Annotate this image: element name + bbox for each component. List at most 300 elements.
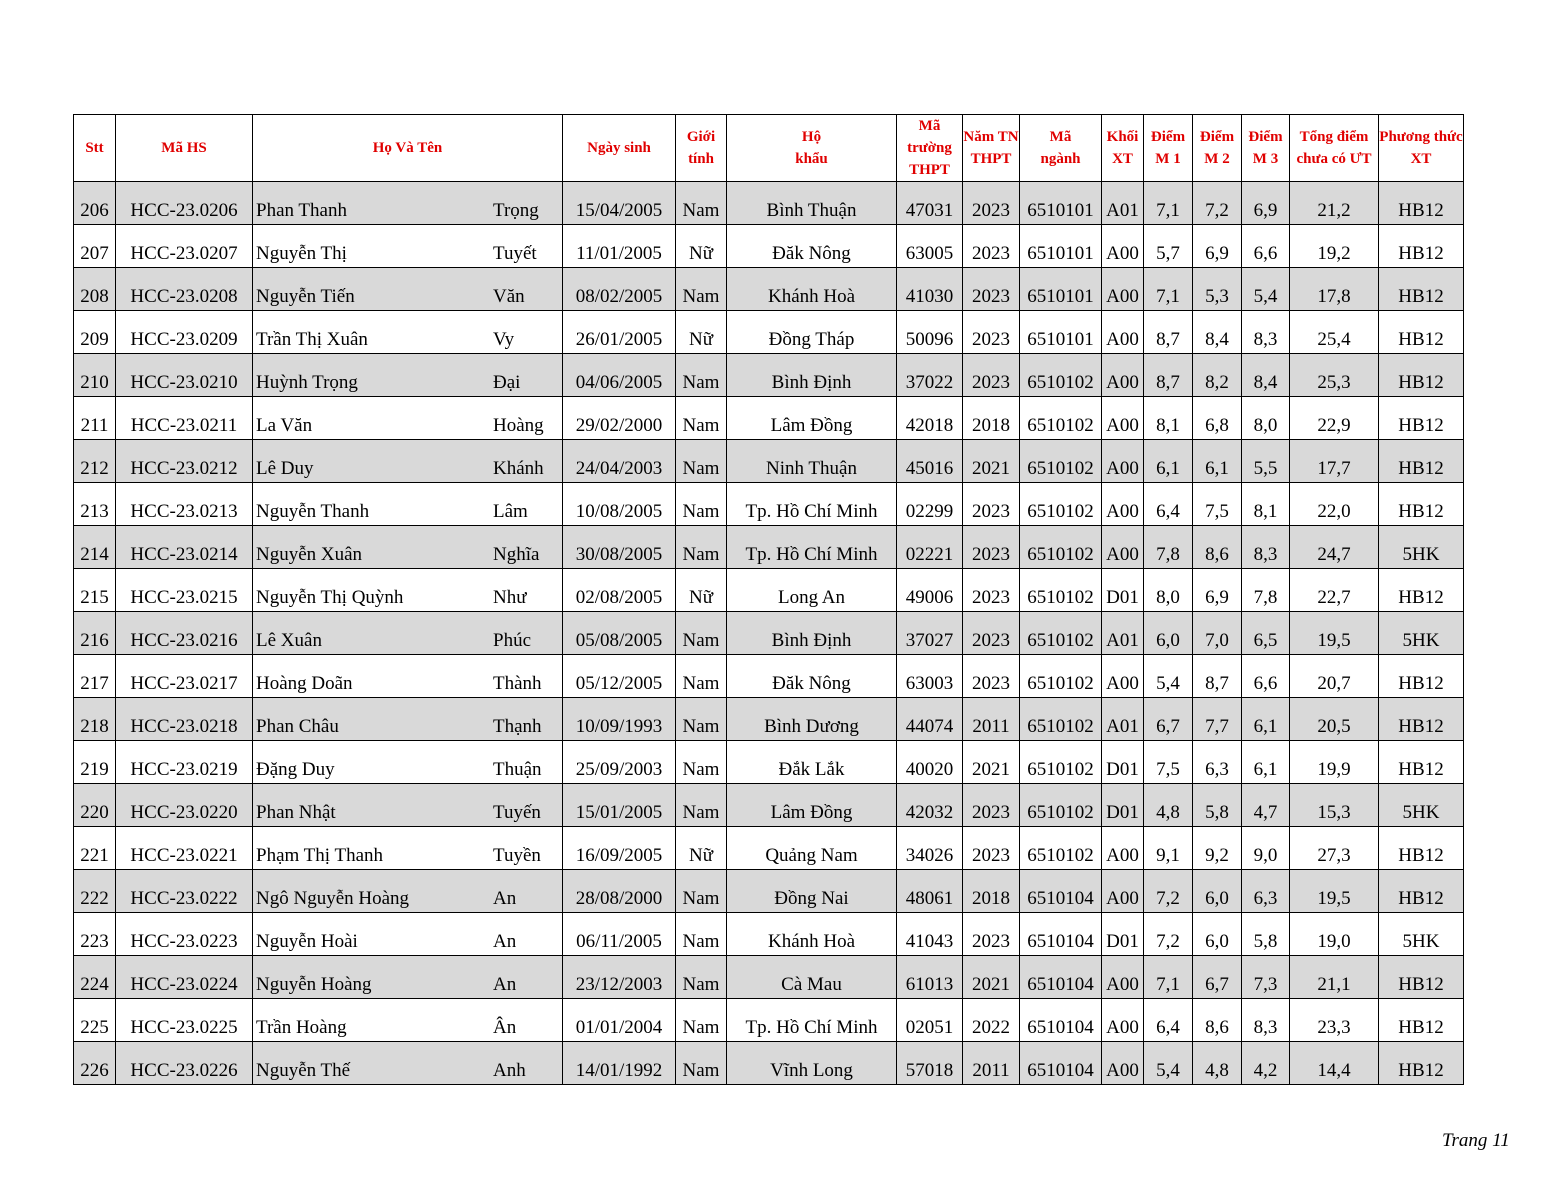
cell-diem-m2: 6,9	[1193, 569, 1242, 612]
cell-ho-va-ten	[253, 999, 563, 1042]
cell-ma-nganh: 6510102	[1020, 354, 1102, 397]
cell-ho-va-ten	[253, 870, 563, 913]
cell-nam-tn: 2023	[963, 526, 1020, 569]
cell-diem-m2: 7,2	[1193, 182, 1242, 225]
cell-khoi: A00	[1102, 827, 1144, 870]
cell-nam-tn: 2023	[963, 913, 1020, 956]
cell-phuong-thuc: 5HK	[1379, 526, 1464, 569]
cell-ma-hs: HCC-23.0208	[116, 268, 253, 311]
cell-ma-truong: 63005	[897, 225, 963, 268]
cell-diem-m1: 7,1	[1144, 182, 1193, 225]
cell-ma-nganh: 6510102	[1020, 741, 1102, 784]
cell-gioi-tinh: Nam	[676, 655, 727, 698]
cell-diem-m2: 9,2	[1193, 827, 1242, 870]
cell-diem-m3: 5,4	[1242, 268, 1290, 311]
cell-khoi: D01	[1102, 784, 1144, 827]
cell-ho-va-ten	[253, 354, 563, 397]
cell-ho-dem: Nguyễn Tiến	[256, 286, 355, 307]
cell-ho-va-ten	[253, 1042, 563, 1085]
cell-ho-dem: Nguyễn Xuân	[256, 544, 363, 565]
cell-ma-nganh: 6510101	[1020, 268, 1102, 311]
cell-ho-khau: Đăk Nông	[727, 225, 897, 268]
cell-ngay-sinh: 16/09/2005	[563, 827, 676, 870]
cell-diem-m3: 6,5	[1242, 612, 1290, 655]
table-row	[74, 827, 1464, 870]
cell-nam-tn: 2023	[963, 354, 1020, 397]
cell-ho-dem: Hoàng Doãn	[256, 673, 353, 694]
table-row	[74, 655, 1464, 698]
cell-ho-va-ten	[253, 483, 563, 526]
cell-gioi-tinh: Nam	[676, 354, 727, 397]
cell-ho-khau: Đồng Tháp	[727, 311, 897, 354]
cell-diem-m1: 4,8	[1144, 784, 1193, 827]
cell-ngay-sinh: 05/12/2005	[563, 655, 676, 698]
table-body	[74, 182, 1464, 1085]
cell-diem-m1: 8,7	[1144, 311, 1193, 354]
cell-ho-va-ten	[253, 784, 563, 827]
cell-nam-tn: 2023	[963, 827, 1020, 870]
cell-ho-dem: Phan Nhật	[256, 802, 336, 823]
cell-ma-truong: 02051	[897, 999, 963, 1042]
cell-ngay-sinh: 04/06/2005	[563, 354, 676, 397]
header-phuong-thuc: Phương thức XT	[1379, 115, 1464, 182]
cell-ten: Nghĩa	[493, 544, 540, 565]
cell-tong-diem: 22,7	[1290, 569, 1379, 612]
cell-ma-truong: 37022	[897, 354, 963, 397]
cell-ten: Tuyến	[493, 802, 541, 823]
cell-phuong-thuc: HB12	[1379, 655, 1464, 698]
cell-ma-hs: HCC-23.0206	[116, 182, 253, 225]
cell-stt: 212	[74, 440, 116, 483]
cell-ma-truong: 37027	[897, 612, 963, 655]
cell-tong-diem: 15,3	[1290, 784, 1379, 827]
cell-ho-va-ten	[253, 698, 563, 741]
cell-ngay-sinh: 14/01/1992	[563, 1042, 676, 1085]
cell-ho-dem: Đặng Duy	[256, 759, 335, 780]
cell-gioi-tinh: Nam	[676, 182, 727, 225]
cell-ho-dem: Nguyễn Thế	[256, 1060, 351, 1081]
cell-ho-dem: Nguyễn Thị Quỳnh	[256, 587, 404, 608]
cell-nam-tn: 2023	[963, 784, 1020, 827]
cell-ten: Anh	[493, 1060, 526, 1081]
cell-ho-va-ten	[253, 827, 563, 870]
cell-khoi: A01	[1102, 698, 1144, 741]
admission-results-table	[73, 114, 1464, 1085]
cell-ma-hs: HCC-23.0214	[116, 526, 253, 569]
cell-stt: 214	[74, 526, 116, 569]
cell-ho-khau: Bình Định	[727, 612, 897, 655]
cell-nam-tn: 2023	[963, 311, 1020, 354]
cell-nam-tn: 2018	[963, 397, 1020, 440]
cell-diem-m1: 7,8	[1144, 526, 1193, 569]
cell-ho-dem: Nguyễn Thị	[256, 243, 347, 264]
cell-ma-hs: HCC-23.0223	[116, 913, 253, 956]
cell-ngay-sinh: 23/12/2003	[563, 956, 676, 999]
cell-ngay-sinh: 08/02/2005	[563, 268, 676, 311]
cell-khoi: A00	[1102, 655, 1144, 698]
cell-stt: 218	[74, 698, 116, 741]
cell-diem-m1: 6,4	[1144, 483, 1193, 526]
table-row	[74, 225, 1464, 268]
cell-diem-m1: 7,2	[1144, 870, 1193, 913]
cell-ho-va-ten	[253, 397, 563, 440]
cell-stt: 216	[74, 612, 116, 655]
cell-ten: Thuận	[493, 759, 542, 780]
cell-ma-hs: HCC-23.0213	[116, 483, 253, 526]
cell-tong-diem: 19,9	[1290, 741, 1379, 784]
cell-ho-va-ten	[253, 569, 563, 612]
cell-phuong-thuc: HB12	[1379, 182, 1464, 225]
cell-phuong-thuc: 5HK	[1379, 784, 1464, 827]
cell-ngay-sinh: 01/01/2004	[563, 999, 676, 1042]
cell-diem-m3: 6,1	[1242, 698, 1290, 741]
table-row	[74, 268, 1464, 311]
cell-phuong-thuc: 5HK	[1379, 913, 1464, 956]
cell-ma-nganh: 6510104	[1020, 1042, 1102, 1085]
cell-phuong-thuc: 5HK	[1379, 612, 1464, 655]
cell-diem-m3: 5,5	[1242, 440, 1290, 483]
table-row	[74, 1042, 1464, 1085]
cell-ma-hs: HCC-23.0217	[116, 655, 253, 698]
cell-ngay-sinh: 15/04/2005	[563, 182, 676, 225]
cell-ngay-sinh: 25/09/2003	[563, 741, 676, 784]
cell-ma-truong: 42018	[897, 397, 963, 440]
header-ma-truong: Mã trường THPT	[897, 115, 963, 182]
cell-ho-khau: Khánh Hoà	[727, 913, 897, 956]
table-row	[74, 612, 1464, 655]
header-gioi-tinh: Giới tính	[676, 115, 727, 182]
cell-nam-tn: 2023	[963, 268, 1020, 311]
cell-diem-m1: 5,4	[1144, 1042, 1193, 1085]
table-row	[74, 999, 1464, 1042]
cell-ho-khau: Đắk Lắk	[727, 741, 897, 784]
cell-gioi-tinh: Nam	[676, 440, 727, 483]
cell-ho-dem: Trần Hoàng	[256, 1017, 347, 1038]
cell-stt: 224	[74, 956, 116, 999]
cell-phuong-thuc: HB12	[1379, 311, 1464, 354]
cell-nam-tn: 2023	[963, 655, 1020, 698]
cell-diem-m3: 5,8	[1242, 913, 1290, 956]
cell-ho-va-ten	[253, 655, 563, 698]
cell-ho-khau: Tp. Hồ Chí Minh	[727, 526, 897, 569]
cell-nam-tn: 2018	[963, 870, 1020, 913]
cell-ten: Vy	[493, 329, 515, 350]
cell-tong-diem: 19,0	[1290, 913, 1379, 956]
cell-stt: 207	[74, 225, 116, 268]
cell-ma-nganh: 6510102	[1020, 655, 1102, 698]
cell-ma-truong: 49006	[897, 569, 963, 612]
cell-ngay-sinh: 10/08/2005	[563, 483, 676, 526]
cell-khoi: A00	[1102, 397, 1144, 440]
cell-diem-m2: 6,0	[1193, 913, 1242, 956]
cell-tong-diem: 19,2	[1290, 225, 1379, 268]
cell-tong-diem: 23,3	[1290, 999, 1379, 1042]
cell-diem-m1: 6,4	[1144, 999, 1193, 1042]
cell-tong-diem: 19,5	[1290, 612, 1379, 655]
cell-stt: 206	[74, 182, 116, 225]
cell-ho-dem: Ngô Nguyễn Hoàng	[256, 888, 410, 909]
cell-nam-tn: 2023	[963, 182, 1020, 225]
cell-tong-diem: 20,5	[1290, 698, 1379, 741]
cell-gioi-tinh: Nam	[676, 698, 727, 741]
cell-ten: Thành	[493, 673, 542, 694]
cell-ngay-sinh: 10/09/1993	[563, 698, 676, 741]
cell-ten: An	[493, 888, 517, 909]
cell-diem-m1: 7,2	[1144, 913, 1193, 956]
cell-phuong-thuc: HB12	[1379, 870, 1464, 913]
cell-diem-m1: 7,1	[1144, 268, 1193, 311]
cell-tong-diem: 17,7	[1290, 440, 1379, 483]
cell-ho-va-ten	[253, 741, 563, 784]
cell-tong-diem: 27,3	[1290, 827, 1379, 870]
cell-ma-hs: HCC-23.0216	[116, 612, 253, 655]
header-diem-m2: Điểm M 2	[1193, 115, 1242, 182]
cell-diem-m3: 7,8	[1242, 569, 1290, 612]
cell-ho-dem: Nguyễn Thanh	[256, 501, 370, 522]
cell-diem-m1: 6,7	[1144, 698, 1193, 741]
cell-gioi-tinh: Nữ	[676, 827, 727, 870]
cell-tong-diem: 17,8	[1290, 268, 1379, 311]
cell-ho-dem: Phạm Thị Thanh	[256, 845, 384, 866]
cell-ho-dem: Huỳnh Trọng	[256, 372, 358, 393]
cell-ma-hs: HCC-23.0221	[116, 827, 253, 870]
cell-ten: Thạnh	[493, 716, 542, 737]
cell-ho-khau: Bình Thuận	[727, 182, 897, 225]
cell-khoi: A01	[1102, 182, 1144, 225]
cell-ho-va-ten	[253, 612, 563, 655]
cell-khoi: A00	[1102, 870, 1144, 913]
cell-nam-tn: 2021	[963, 956, 1020, 999]
cell-tong-diem: 25,4	[1290, 311, 1379, 354]
cell-ten: Tuyết	[493, 243, 537, 264]
cell-phuong-thuc: HB12	[1379, 397, 1464, 440]
cell-ngay-sinh: 02/08/2005	[563, 569, 676, 612]
cell-ma-hs: HCC-23.0220	[116, 784, 253, 827]
cell-diem-m1: 8,1	[1144, 397, 1193, 440]
cell-diem-m3: 4,7	[1242, 784, 1290, 827]
cell-ma-truong: 47031	[897, 182, 963, 225]
cell-nam-tn: 2023	[963, 569, 1020, 612]
cell-ma-truong: 45016	[897, 440, 963, 483]
cell-tong-diem: 21,2	[1290, 182, 1379, 225]
cell-nam-tn: 2011	[963, 1042, 1020, 1085]
cell-diem-m2: 8,4	[1193, 311, 1242, 354]
cell-ho-khau: Vĩnh Long	[727, 1042, 897, 1085]
cell-diem-m3: 8,3	[1242, 311, 1290, 354]
cell-ten: Phúc	[493, 630, 531, 651]
cell-khoi: D01	[1102, 913, 1144, 956]
cell-stt: 208	[74, 268, 116, 311]
cell-khoi: A00	[1102, 483, 1144, 526]
cell-khoi: A00	[1102, 225, 1144, 268]
cell-diem-m2: 5,8	[1193, 784, 1242, 827]
cell-stt: 222	[74, 870, 116, 913]
cell-ho-va-ten	[253, 182, 563, 225]
cell-ten: Khánh	[493, 458, 544, 479]
cell-diem-m2: 6,3	[1193, 741, 1242, 784]
table-row	[74, 698, 1464, 741]
cell-diem-m3: 8,0	[1242, 397, 1290, 440]
cell-phuong-thuc: HB12	[1379, 1042, 1464, 1085]
cell-diem-m1: 7,5	[1144, 741, 1193, 784]
cell-diem-m2: 6,7	[1193, 956, 1242, 999]
cell-gioi-tinh: Nam	[676, 526, 727, 569]
cell-ma-nganh: 6510101	[1020, 225, 1102, 268]
cell-ma-truong: 41030	[897, 268, 963, 311]
header-stt: Stt	[74, 115, 116, 182]
cell-ma-nganh: 6510101	[1020, 182, 1102, 225]
cell-khoi: A00	[1102, 440, 1144, 483]
cell-diem-m2: 7,5	[1193, 483, 1242, 526]
cell-ma-nganh: 6510102	[1020, 827, 1102, 870]
header-ho-va-ten: Họ Và Tên	[253, 115, 563, 182]
header-khoi: Khối XT	[1102, 115, 1144, 182]
cell-phuong-thuc: HB12	[1379, 827, 1464, 870]
cell-diem-m3: 9,0	[1242, 827, 1290, 870]
cell-diem-m2: 8,7	[1193, 655, 1242, 698]
cell-ma-hs: HCC-23.0218	[116, 698, 253, 741]
cell-ma-hs: HCC-23.0215	[116, 569, 253, 612]
cell-phuong-thuc: HB12	[1379, 354, 1464, 397]
cell-ma-nganh: 6510102	[1020, 569, 1102, 612]
cell-khoi: A01	[1102, 612, 1144, 655]
cell-gioi-tinh: Nam	[676, 1042, 727, 1085]
cell-ten: An	[493, 931, 517, 952]
cell-diem-m3: 6,9	[1242, 182, 1290, 225]
cell-phuong-thuc: HB12	[1379, 440, 1464, 483]
cell-stt: 219	[74, 741, 116, 784]
cell-gioi-tinh: Nam	[676, 913, 727, 956]
cell-ho-dem: Lê Duy	[256, 458, 314, 479]
cell-ma-hs: HCC-23.0211	[116, 397, 253, 440]
cell-ho-va-ten	[253, 956, 563, 999]
cell-ma-hs: HCC-23.0209	[116, 311, 253, 354]
cell-stt: 209	[74, 311, 116, 354]
cell-ho-dem: Nguyễn Hoàng	[256, 974, 372, 995]
cell-ma-truong: 41043	[897, 913, 963, 956]
table-row	[74, 913, 1464, 956]
cell-tong-diem: 25,3	[1290, 354, 1379, 397]
cell-diem-m2: 6,9	[1193, 225, 1242, 268]
cell-khoi: D01	[1102, 569, 1144, 612]
cell-ho-va-ten	[253, 311, 563, 354]
cell-gioi-tinh: Nam	[676, 397, 727, 440]
cell-ma-nganh: 6510102	[1020, 440, 1102, 483]
cell-diem-m2: 6,1	[1193, 440, 1242, 483]
cell-ma-nganh: 6510104	[1020, 999, 1102, 1042]
cell-ten: Trọng	[493, 200, 539, 221]
header-ma-hs: Mã HS	[116, 115, 253, 182]
cell-tong-diem: 21,1	[1290, 956, 1379, 999]
table-header	[74, 115, 1464, 182]
cell-tong-diem: 19,5	[1290, 870, 1379, 913]
cell-ma-nganh: 6510102	[1020, 526, 1102, 569]
cell-ngay-sinh: 11/01/2005	[563, 225, 676, 268]
cell-ma-nganh: 6510102	[1020, 612, 1102, 655]
cell-ma-nganh: 6510102	[1020, 784, 1102, 827]
cell-gioi-tinh: Nam	[676, 784, 727, 827]
cell-nam-tn: 2022	[963, 999, 1020, 1042]
header-nam-tn: Năm TN THPT	[963, 115, 1020, 182]
cell-diem-m1: 5,7	[1144, 225, 1193, 268]
cell-ho-khau: Cà Mau	[727, 956, 897, 999]
cell-ngay-sinh: 30/08/2005	[563, 526, 676, 569]
cell-nam-tn: 2011	[963, 698, 1020, 741]
cell-ho-dem: Nguyễn Hoài	[256, 931, 358, 952]
cell-khoi: A00	[1102, 311, 1144, 354]
cell-ho-khau: Tp. Hồ Chí Minh	[727, 483, 897, 526]
cell-ho-va-ten	[253, 526, 563, 569]
cell-phuong-thuc: HB12	[1379, 741, 1464, 784]
cell-phuong-thuc: HB12	[1379, 268, 1464, 311]
cell-ho-khau: Bình Định	[727, 354, 897, 397]
cell-ho-khau: Bình Dương	[727, 698, 897, 741]
cell-ma-hs: HCC-23.0212	[116, 440, 253, 483]
table-row	[74, 956, 1464, 999]
cell-ma-truong: 63003	[897, 655, 963, 698]
cell-tong-diem: 24,7	[1290, 526, 1379, 569]
cell-diem-m3: 6,6	[1242, 225, 1290, 268]
cell-khoi: A00	[1102, 268, 1144, 311]
cell-ma-truong: 57018	[897, 1042, 963, 1085]
cell-diem-m2: 4,8	[1193, 1042, 1242, 1085]
cell-ho-khau: Đồng Nai	[727, 870, 897, 913]
cell-khoi: A00	[1102, 354, 1144, 397]
table-row	[74, 741, 1464, 784]
header-diem-m1: Điểm M 1	[1144, 115, 1193, 182]
cell-khoi: D01	[1102, 741, 1144, 784]
cell-diem-m2: 8,6	[1193, 526, 1242, 569]
cell-ho-dem: Lê Xuân	[256, 630, 322, 651]
header-ho-khau: Hộ khẩu	[727, 115, 897, 182]
table-row	[74, 870, 1464, 913]
cell-nam-tn: 2021	[963, 440, 1020, 483]
cell-stt: 217	[74, 655, 116, 698]
cell-ten: Hoàng	[493, 415, 544, 436]
cell-phuong-thuc: HB12	[1379, 698, 1464, 741]
cell-ho-va-ten	[253, 440, 563, 483]
cell-stt: 211	[74, 397, 116, 440]
header-tong-diem: Tổng điểm chưa có ƯT	[1290, 115, 1379, 182]
cell-ho-dem: Trần Thị Xuân	[256, 329, 368, 350]
cell-phuong-thuc: HB12	[1379, 956, 1464, 999]
cell-ngay-sinh: 15/01/2005	[563, 784, 676, 827]
table-row	[74, 354, 1464, 397]
table-row	[74, 440, 1464, 483]
cell-ma-hs: HCC-23.0226	[116, 1042, 253, 1085]
cell-diem-m1: 6,0	[1144, 612, 1193, 655]
cell-phuong-thuc: HB12	[1379, 483, 1464, 526]
cell-ma-nganh: 6510104	[1020, 913, 1102, 956]
cell-phuong-thuc: HB12	[1379, 999, 1464, 1042]
cell-khoi: A00	[1102, 526, 1144, 569]
cell-ngay-sinh: 28/08/2000	[563, 870, 676, 913]
cell-ma-truong: 44074	[897, 698, 963, 741]
cell-ma-nganh: 6510102	[1020, 397, 1102, 440]
cell-diem-m1: 9,1	[1144, 827, 1193, 870]
cell-stt: 220	[74, 784, 116, 827]
cell-gioi-tinh: Nữ	[676, 569, 727, 612]
cell-ma-nganh: 6510102	[1020, 483, 1102, 526]
cell-diem-m3: 4,2	[1242, 1042, 1290, 1085]
cell-ho-va-ten	[253, 225, 563, 268]
cell-ma-hs: HCC-23.0224	[116, 956, 253, 999]
cell-ma-truong: 02299	[897, 483, 963, 526]
cell-ho-dem: Phan Thanh	[256, 200, 347, 221]
table-row	[74, 397, 1464, 440]
cell-stt: 223	[74, 913, 116, 956]
cell-phuong-thuc: HB12	[1379, 225, 1464, 268]
